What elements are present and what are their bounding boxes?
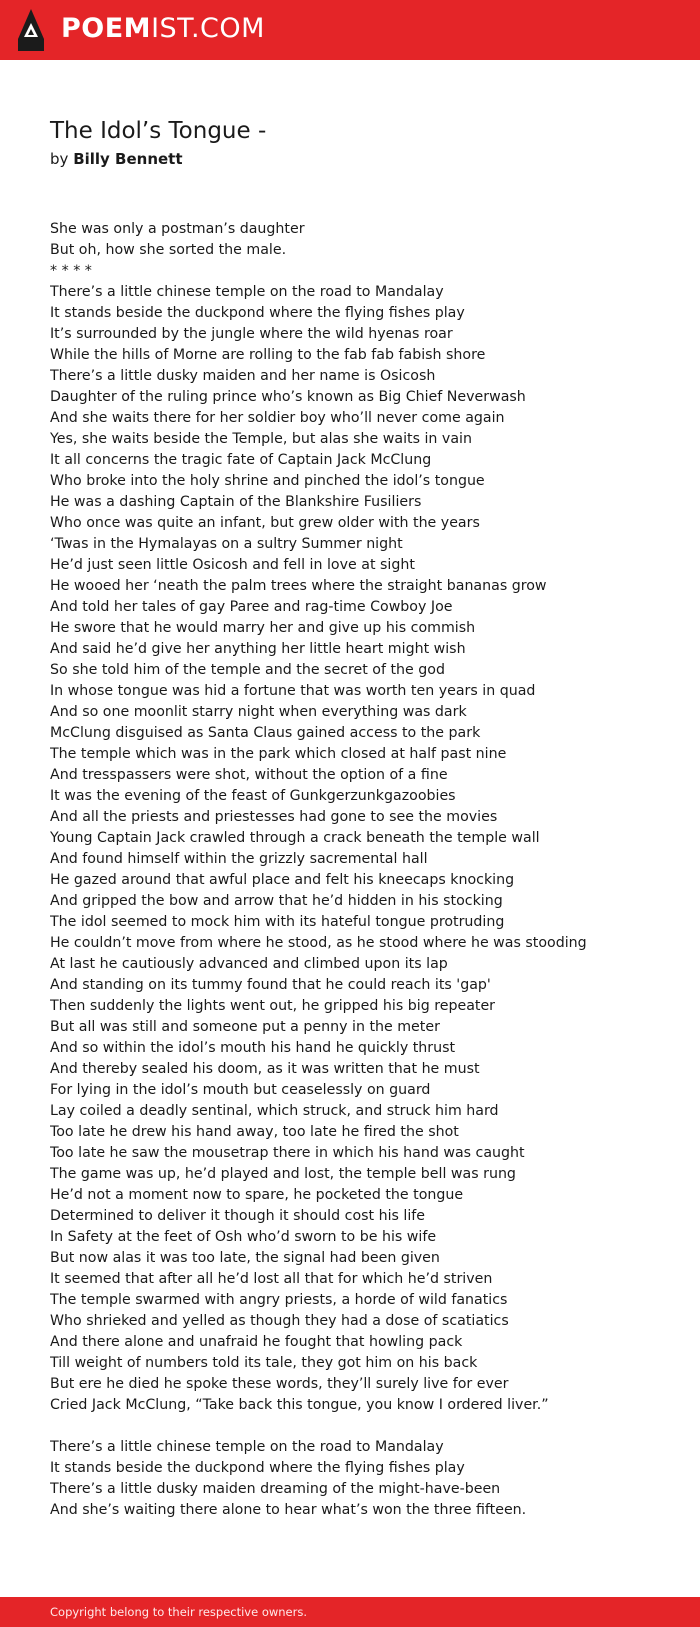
poem-line: He wooed her ‘neath the palm trees where the straight bananas grow [50,578,547,594]
poem-line: But now alas it was too late, the signal had been given [50,1250,440,1266]
poem-line: It stands beside the duckpond where the flying fishes play [50,305,465,321]
author-name[interactable]: Billy Bennett [73,150,183,168]
poem-line: There’s a little dusky maiden and her name is Osicosh [50,368,436,384]
poem-line: There’s a little chinese temple on the road to Mandalay [50,1439,444,1455]
poem-line: At last he cautiously advanced and climbed upon its lap [50,956,448,972]
poem-line: While the hills of Morne are rolling to the fab fab fabish shore [50,347,486,363]
poem-line: Too late he saw the mousetrap there in which his hand was caught [50,1145,525,1161]
poem-line: He swore that he would marry her and give up his commish [50,620,476,636]
poem-line: Who broke into the holy shrine and pinched the idol’s tongue [50,473,485,489]
poem-line: And all the priests and priestesses had gone to see the movies [50,809,498,825]
poem-line: And thereby sealed his doom, as it was written that he must [50,1061,480,1077]
poem-line: ‘Twas in the Hymalayas on a sultry Summer night [50,536,403,552]
poem-line: And gripped the bow and arrow that he’d hidden in his stocking [50,893,503,909]
poem-line: The idol seemed to mock him with its hateful tongue protruding [50,914,505,930]
poem-line: Determined to deliver it though it should cost his life [50,1208,426,1224]
poem-line: There’s a little dusky maiden dreaming of the might-have-been [50,1481,501,1497]
poem-line: And tresspassers were shot, without the option of a fine [50,767,448,783]
poem-line: He’d not a moment now to spare, he pocketed the tongue [50,1187,464,1203]
poem-line: Cried Jack McClung, “Take back this tongue, you know I ordered liver.” [50,1397,549,1413]
poem-line: For lying in the idol’s mouth but ceaselessly on guard [50,1082,431,1098]
poem-line: It’s surrounded by the jungle where the wild hyenas roar [50,326,453,342]
poem-line: In Safety at the feet of Osh who’d sworn to be his wife [50,1229,437,1245]
poem-line: The temple which was in the park which closed at half past nine [50,746,507,762]
poem-line: In whose tongue was hid a fortune that was worth ten years in quad [50,683,536,699]
logo-light-text: IST.COM [151,13,265,44]
site-header [0,0,700,60]
poem-line: Then suddenly the lights went out, he gripped his big repeater [50,998,496,1014]
poem-line: And she waits there for her soldier boy who’ll never come again [50,410,505,426]
poem-line: Who once was quite an infant, but grew older with the years [50,515,480,531]
site-logo[interactable] [61,12,265,46]
poem-line: He was a dashing Captain of the Blankshire Fusiliers [50,494,422,510]
poem-line: And told her tales of gay Paree and rag-time Cowboy Joe [50,599,453,615]
pencil-tip-icon[interactable] [18,9,44,51]
copyright-text: Copyright belong to their respective owners. [50,1605,308,1619]
poem-line: And there alone and unafraid he fought that howling pack [50,1334,463,1350]
by-label: by [50,150,69,168]
stanza-break [50,1416,670,1437]
poem-line: There’s a little chinese temple on the road to Mandalay [50,284,444,300]
poem-body [50,219,670,1521]
poem-line: Yes, she waits beside the Temple, but alas she waits in vain [50,431,472,447]
poem-line: And found himself within the grizzly sacremental hall [50,851,428,867]
poem-line: It stands beside the duckpond where the flying fishes play [50,1460,465,1476]
poem-line: He gazed around that awful place and felt his kneecaps knocking [50,872,515,888]
poem-line: He’d just seen little Osicosh and fell in love at sight [50,557,415,573]
poem-line: And she’s waiting there alone to hear what’s won the three fifteen. [50,1502,527,1518]
poem-line: * * * * [50,263,92,279]
poem-line: And so within the idol’s mouth his hand he quickly thrust [50,1040,456,1056]
poem-line: McClung disguised as Santa Claus gained access to the park [50,725,481,741]
poem-line: But all was still and someone put a penny in the meter [50,1019,440,1035]
poem-title: The Idol’s Tongue - [50,118,267,144]
logo-bold-text: POEM [61,13,152,44]
poem-line: Too late he drew his hand away, too late he fired the shot [50,1124,459,1140]
poem-line: It was the evening of the feast of Gunkgerzunkgazoobies [50,788,456,804]
poem-line: Till weight of numbers told its tale, they got him on his back [50,1355,478,1371]
poem-line: He couldn’t move from where he stood, as he stood where he was stooding [50,935,587,951]
poem-line: It all concerns the tragic fate of Captain Jack McClung [50,452,432,468]
poem-line: But oh, how she sorted the male. [50,242,287,258]
site-footer [0,1597,700,1627]
poem-line: Lay coiled a deadly sentinal, which struck, and struck him hard [50,1103,499,1119]
poem-line: And standing on its tummy found that he could reach its 'gap' [50,977,491,993]
poem-line: She was only a postman’s daughter [50,221,305,237]
poem-line: Who shrieked and yelled as though they had a dose of scatiatics [50,1313,509,1329]
poem-line: Daughter of the ruling prince who’s known as Big Chief Neverwash [50,389,526,405]
poem-line: And so one moonlit starry night when everything was dark [50,704,467,720]
poem-line: And said he’d give her anything her little heart might wish [50,641,466,657]
poem-line: But ere he died he spoke these words, they’ll surely live for ever [50,1376,509,1392]
poem-line: So she told him of the temple and the secret of the god [50,662,445,678]
poem-line: The temple swarmed with angry priests, a horde of wild fanatics [50,1292,508,1308]
poem-line: It seemed that after all he’d lost all that for which he’d striven [50,1271,493,1287]
poem-line: The game was up, he’d played and lost, the temple bell was rung [50,1166,516,1182]
poem-line: Young Captain Jack crawled through a crack beneath the temple wall [50,830,540,846]
byline [50,149,183,169]
